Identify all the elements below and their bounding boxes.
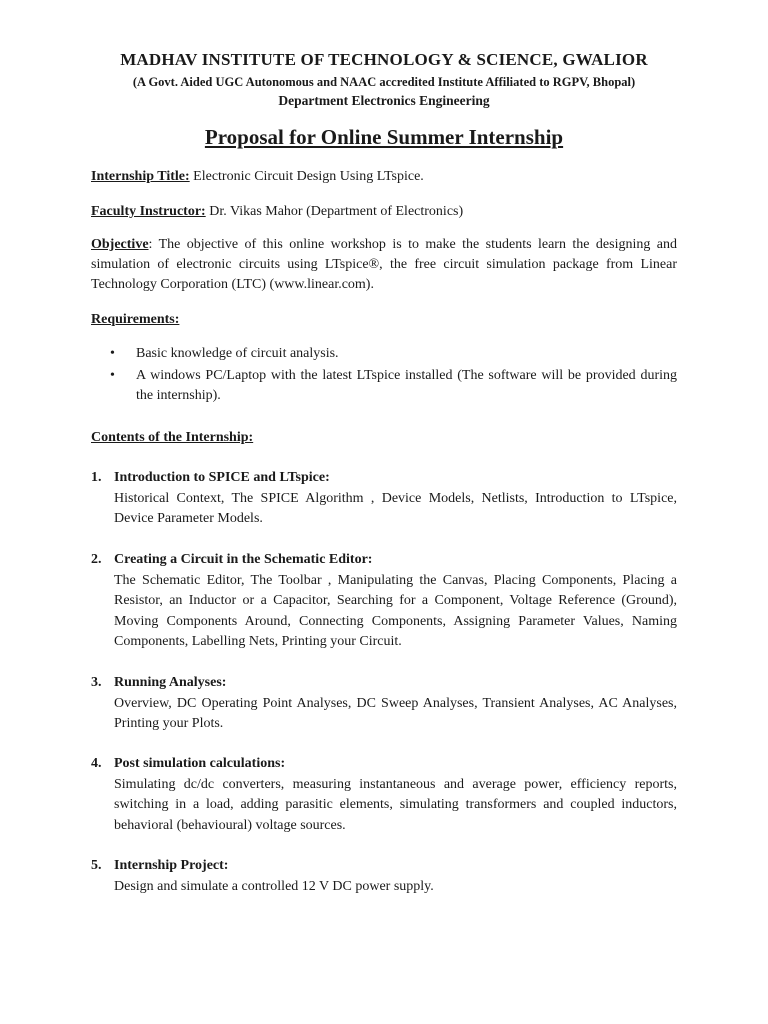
requirement-text: A windows PC/Laptop with the latest LTspice installed (The software will be provided during the internship). xyxy=(136,368,677,403)
section-number: 1. xyxy=(91,470,102,485)
section-number: 5. xyxy=(91,858,102,873)
department-name: Department Electronics Engineering xyxy=(278,93,490,108)
section-body: Overview, DC Operating Point Analyses, DC Sweep Analyses, Transient Analyses, AC Analyses, Printing your Plots. xyxy=(114,695,677,731)
section-heading: Post simulation calculations: xyxy=(114,756,286,771)
faculty-instructor-label: Faculty Instructor: xyxy=(91,204,206,219)
objective-text: : The objective of this online workshop is to make the students learn the designing and simulation of electronic circuits using LTspice®, the free circuit simulation package from Linear Technology Corporation (LTC) (www.linear.com). xyxy=(91,237,677,292)
bullet-icon: • xyxy=(110,368,115,383)
internship-title-line xyxy=(91,167,677,187)
content-section xyxy=(91,856,677,897)
section-heading: Running Analyses: xyxy=(114,675,227,690)
section-heading: Internship Project: xyxy=(114,858,229,873)
institute-affiliation: (A Govt. Aided UGC Autonomous and NAAC accredited Institute Affiliated to RGPV, Bhopal) xyxy=(132,75,636,89)
content-section xyxy=(91,754,677,836)
section-heading: Creating a Circuit in the Schematic Editor: xyxy=(114,552,373,567)
contents-label: Contents of the Internship: xyxy=(91,430,254,445)
internship-title-label: Internship Title: xyxy=(91,169,190,184)
section-body: Design and simulate a controlled 12 V DC power supply. xyxy=(114,878,434,894)
bullet-icon: • xyxy=(110,346,115,361)
section-number: 2. xyxy=(91,552,102,567)
objective-paragraph xyxy=(91,235,677,295)
requirements-heading xyxy=(91,310,677,330)
objective-label: Objective xyxy=(91,237,149,252)
proposal-title: Proposal for Online Summer Internship xyxy=(204,125,564,149)
section-body: Historical Context, The SPICE Algorithm , Device Models, Netlists, Introduction to LTspice, Device Parameter Models. xyxy=(114,490,677,526)
institute-name: MADHAV INSTITUTE OF TECHNOLOGY & SCIENCE, GWALIOR xyxy=(120,50,648,69)
requirement-text: Basic knowledge of circuit analysis. xyxy=(136,346,339,361)
faculty-instructor-value: Dr. Vikas Mahor (Department of Electronics) xyxy=(205,204,464,219)
section-number: 4. xyxy=(91,756,102,771)
contents-heading xyxy=(91,428,677,448)
requirements-label: Requirements: xyxy=(91,312,180,327)
content-section xyxy=(91,673,677,735)
content-section xyxy=(91,468,677,530)
section-number: 3. xyxy=(91,675,102,690)
section-heading: Introduction to SPICE and LTspice: xyxy=(114,470,330,485)
section-body: Simulating dc/dc converters, measuring instantaneous and average power, efficiency reports, switching in a load, adding parasitic elements, simulating transformers and coupled inductors, behavioral (behavioural) voltage sources. xyxy=(114,776,677,833)
content-section xyxy=(91,550,677,653)
faculty-instructor-line xyxy=(91,202,677,222)
internship-title-value: Electronic Circuit Design Using LTspice. xyxy=(189,169,424,184)
section-body: The Schematic Editor, The Toolbar , Manipulating the Canvas, Placing Components, Placing a Resistor, an Inductor or a Capacitor, Searching for a Component, Voltage Reference (Ground), Moving Components Around, Connecting Components, Assigning Parameter Values, Naming Components, Labelling Nets, Printing your Circuit. xyxy=(114,572,677,649)
